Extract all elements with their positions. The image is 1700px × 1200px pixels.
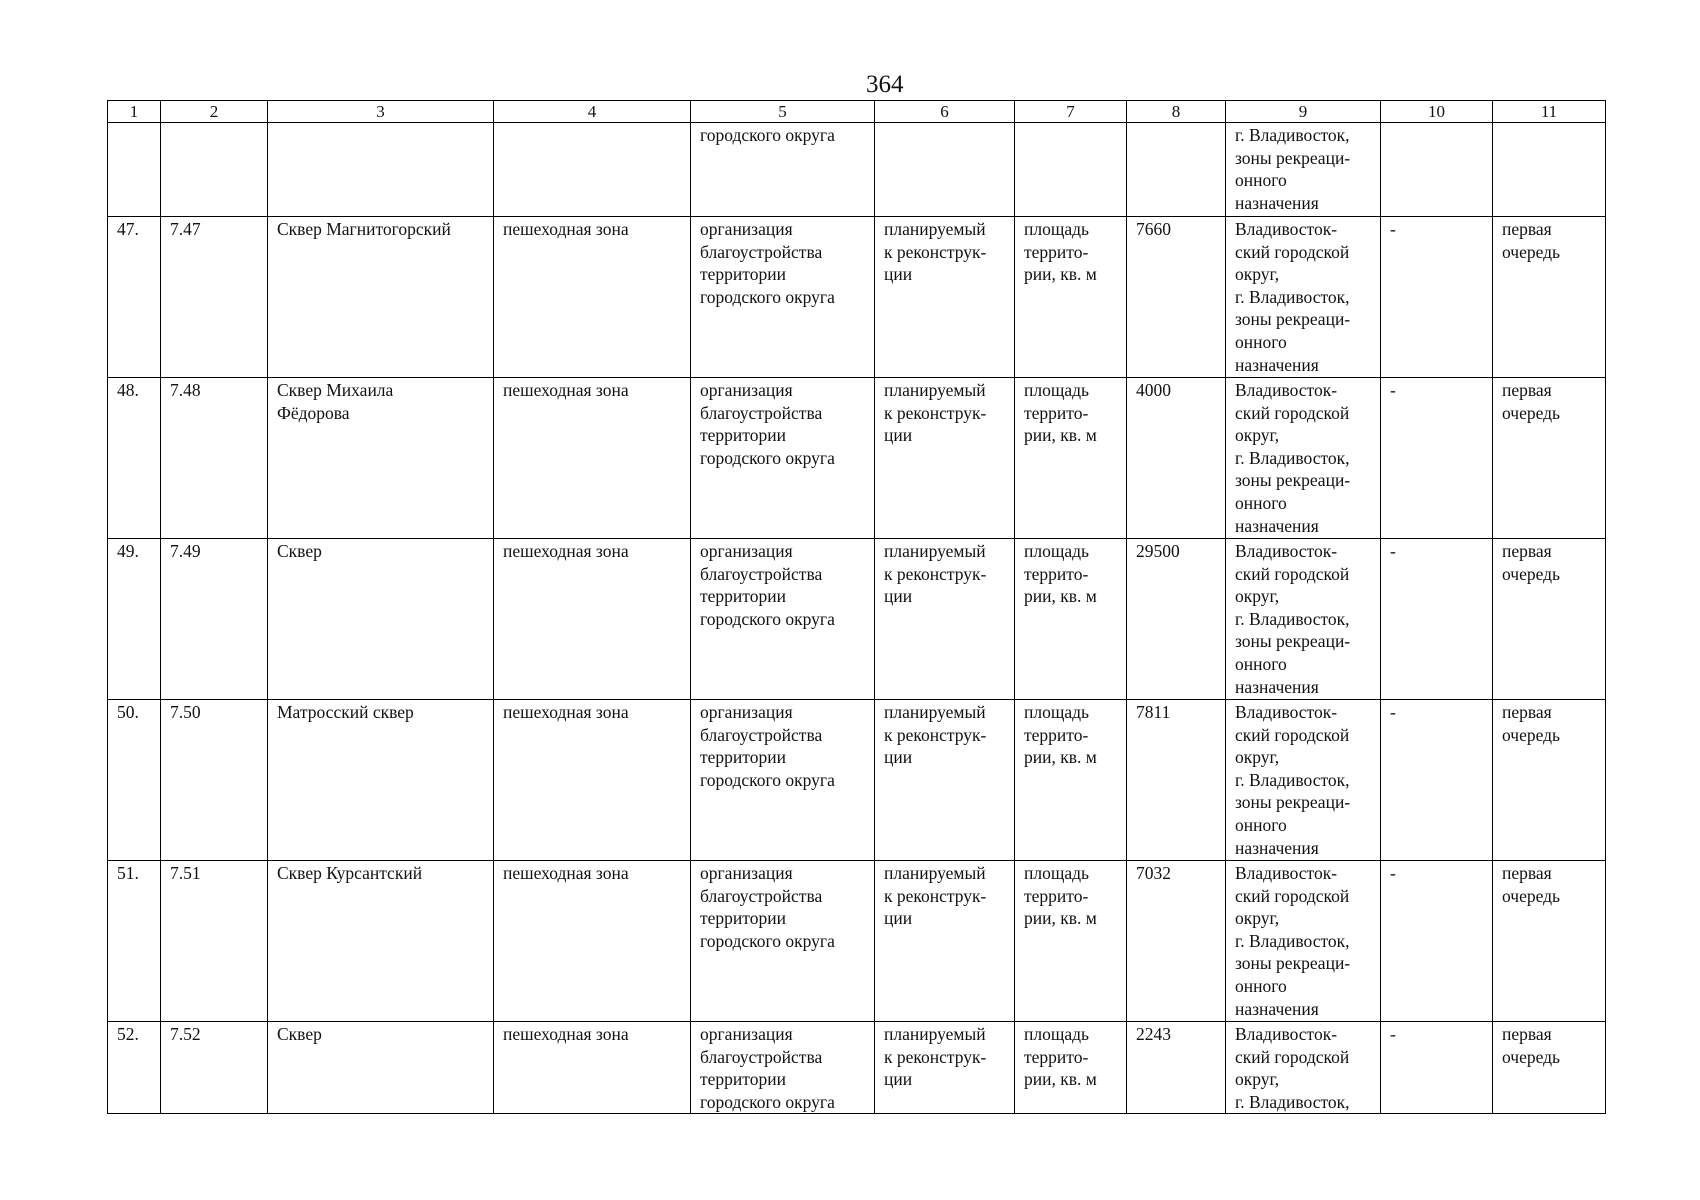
cell-status: планируемый к реконструк- ции	[875, 1022, 1015, 1114]
cell-parameter: площадь террито- рии, кв. м	[1015, 378, 1127, 539]
cell-empty	[1381, 123, 1493, 217]
cell-col10: -	[1381, 378, 1493, 539]
cell-parameter: площадь террито- рии, кв. м	[1015, 700, 1127, 861]
cell-location: Владивосток- ский городской округ, г. Владивосток, зоны рекреаци- онного назначения	[1226, 217, 1381, 378]
cell-value: 7811	[1127, 700, 1226, 861]
cell-col10: -	[1381, 861, 1493, 1022]
cell-name: Сквер Магнитогорский	[268, 217, 494, 378]
column-number: 6	[875, 101, 1015, 123]
cell-empty	[268, 123, 494, 217]
cell-stage: первая очередь	[1493, 539, 1606, 700]
cell-col10: -	[1381, 1022, 1493, 1114]
cell-name: Сквер Михаила Фёдорова	[268, 378, 494, 539]
cell-status: планируемый к реконструк- ции	[875, 217, 1015, 378]
cell-stage: первая очередь	[1493, 217, 1606, 378]
cell-status: планируемый к реконструк- ции	[875, 539, 1015, 700]
cell-col10: -	[1381, 217, 1493, 378]
cell-value: 7660	[1127, 217, 1226, 378]
cell-purpose: организация благоустройства территории городского округа	[691, 861, 875, 1022]
cell-stage: первая очередь	[1493, 700, 1606, 861]
cell-type: пешеходная зона	[494, 700, 691, 861]
cell-number: 48.	[108, 378, 161, 539]
column-number: 11	[1493, 101, 1606, 123]
cell-code: 7.48	[161, 378, 268, 539]
page-number: 364	[866, 71, 904, 98]
cell-number: 47.	[108, 217, 161, 378]
data-table	[107, 100, 1606, 1114]
column-number: 5	[691, 101, 875, 123]
cell-type: пешеходная зона	[494, 861, 691, 1022]
cell-status: планируемый к реконструк- ции	[875, 861, 1015, 1022]
cell-type: пешеходная зона	[494, 378, 691, 539]
table-row	[108, 539, 1606, 700]
cell-location: Владивосток- ский городской округ, г. Владивосток, зоны рекреаци- онного назначения	[1226, 700, 1381, 861]
column-number: 1	[108, 101, 161, 123]
cell-number: 50.	[108, 700, 161, 861]
cell-parameter: площадь террито- рии, кв. м	[1015, 539, 1127, 700]
cell-number: 49.	[108, 539, 161, 700]
cell-location: Владивосток- ский городской округ, г. Владивосток, зоны рекреаци- онного назначения	[1226, 539, 1381, 700]
cell-empty	[108, 123, 161, 217]
column-number: 2	[161, 101, 268, 123]
continuation-row	[108, 123, 1606, 217]
column-number: 10	[1381, 101, 1493, 123]
cell-parameter: площадь террито- рии, кв. м	[1015, 217, 1127, 378]
cell-name: Сквер	[268, 1022, 494, 1114]
cell-location: Владивосток- ский городской округ, г. Владивосток,	[1226, 1022, 1381, 1114]
cell-type: пешеходная зона	[494, 217, 691, 378]
cell-empty	[1127, 123, 1226, 217]
cell-stage: первая очередь	[1493, 1022, 1606, 1114]
cell-value: 4000	[1127, 378, 1226, 539]
cell-code: 7.47	[161, 217, 268, 378]
column-number: 7	[1015, 101, 1127, 123]
cell-code: 7.50	[161, 700, 268, 861]
column-number: 3	[268, 101, 494, 123]
table-row	[108, 378, 1606, 539]
table-row	[108, 861, 1606, 1022]
cell-col10: -	[1381, 700, 1493, 861]
cell-empty	[875, 123, 1015, 217]
cell-value: 7032	[1127, 861, 1226, 1022]
cell-type: пешеходная зона	[494, 539, 691, 700]
cell-stage: первая очередь	[1493, 861, 1606, 1022]
table-row	[108, 1022, 1606, 1114]
cell-value: 29500	[1127, 539, 1226, 700]
cell-purpose: организация благоустройства территории городского округа	[691, 1022, 875, 1114]
table-row	[108, 217, 1606, 378]
cell-value: 2243	[1127, 1022, 1226, 1114]
column-number: 9	[1226, 101, 1381, 123]
cell-status: планируемый к реконструк- ции	[875, 378, 1015, 539]
cell-empty	[1015, 123, 1127, 217]
cell-empty	[494, 123, 691, 217]
cell-purpose: организация благоустройства территории городского округа	[691, 217, 875, 378]
cell-parameter: площадь террито- рии, кв. м	[1015, 1022, 1127, 1114]
cell-col10: -	[1381, 539, 1493, 700]
cell-stage: первая очередь	[1493, 378, 1606, 539]
column-number: 8	[1127, 101, 1226, 123]
cell-empty	[161, 123, 268, 217]
cell-name: Сквер Курсантский	[268, 861, 494, 1022]
cell-location: Владивосток- ский городской округ, г. Владивосток, зоны рекреаци- онного назначения	[1226, 378, 1381, 539]
cell-name: Матросский сквер	[268, 700, 494, 861]
column-number-row	[108, 101, 1606, 123]
cell-status: планируемый к реконструк- ции	[875, 700, 1015, 861]
cell-purpose: городского округа	[691, 123, 875, 217]
cell-number: 51.	[108, 861, 161, 1022]
cell-type: пешеходная зона	[494, 1022, 691, 1114]
cell-purpose: организация благоустройства территории городского округа	[691, 700, 875, 861]
cell-empty	[1493, 123, 1606, 217]
cell-purpose: организация благоустройства территории городского округа	[691, 378, 875, 539]
table-row	[108, 700, 1606, 861]
cell-code: 7.52	[161, 1022, 268, 1114]
cell-purpose: организация благоустройства территории городского округа	[691, 539, 875, 700]
cell-code: 7.51	[161, 861, 268, 1022]
cell-number: 52.	[108, 1022, 161, 1114]
column-number: 4	[494, 101, 691, 123]
cell-parameter: площадь террито- рии, кв. м	[1015, 861, 1127, 1022]
cell-name: Сквер	[268, 539, 494, 700]
cell-location: г. Владивосток, зоны рекреаци- онного назначения	[1226, 123, 1381, 217]
cell-code: 7.49	[161, 539, 268, 700]
cell-location: Владивосток- ский городской округ, г. Владивосток, зоны рекреаци- онного назначения	[1226, 861, 1381, 1022]
